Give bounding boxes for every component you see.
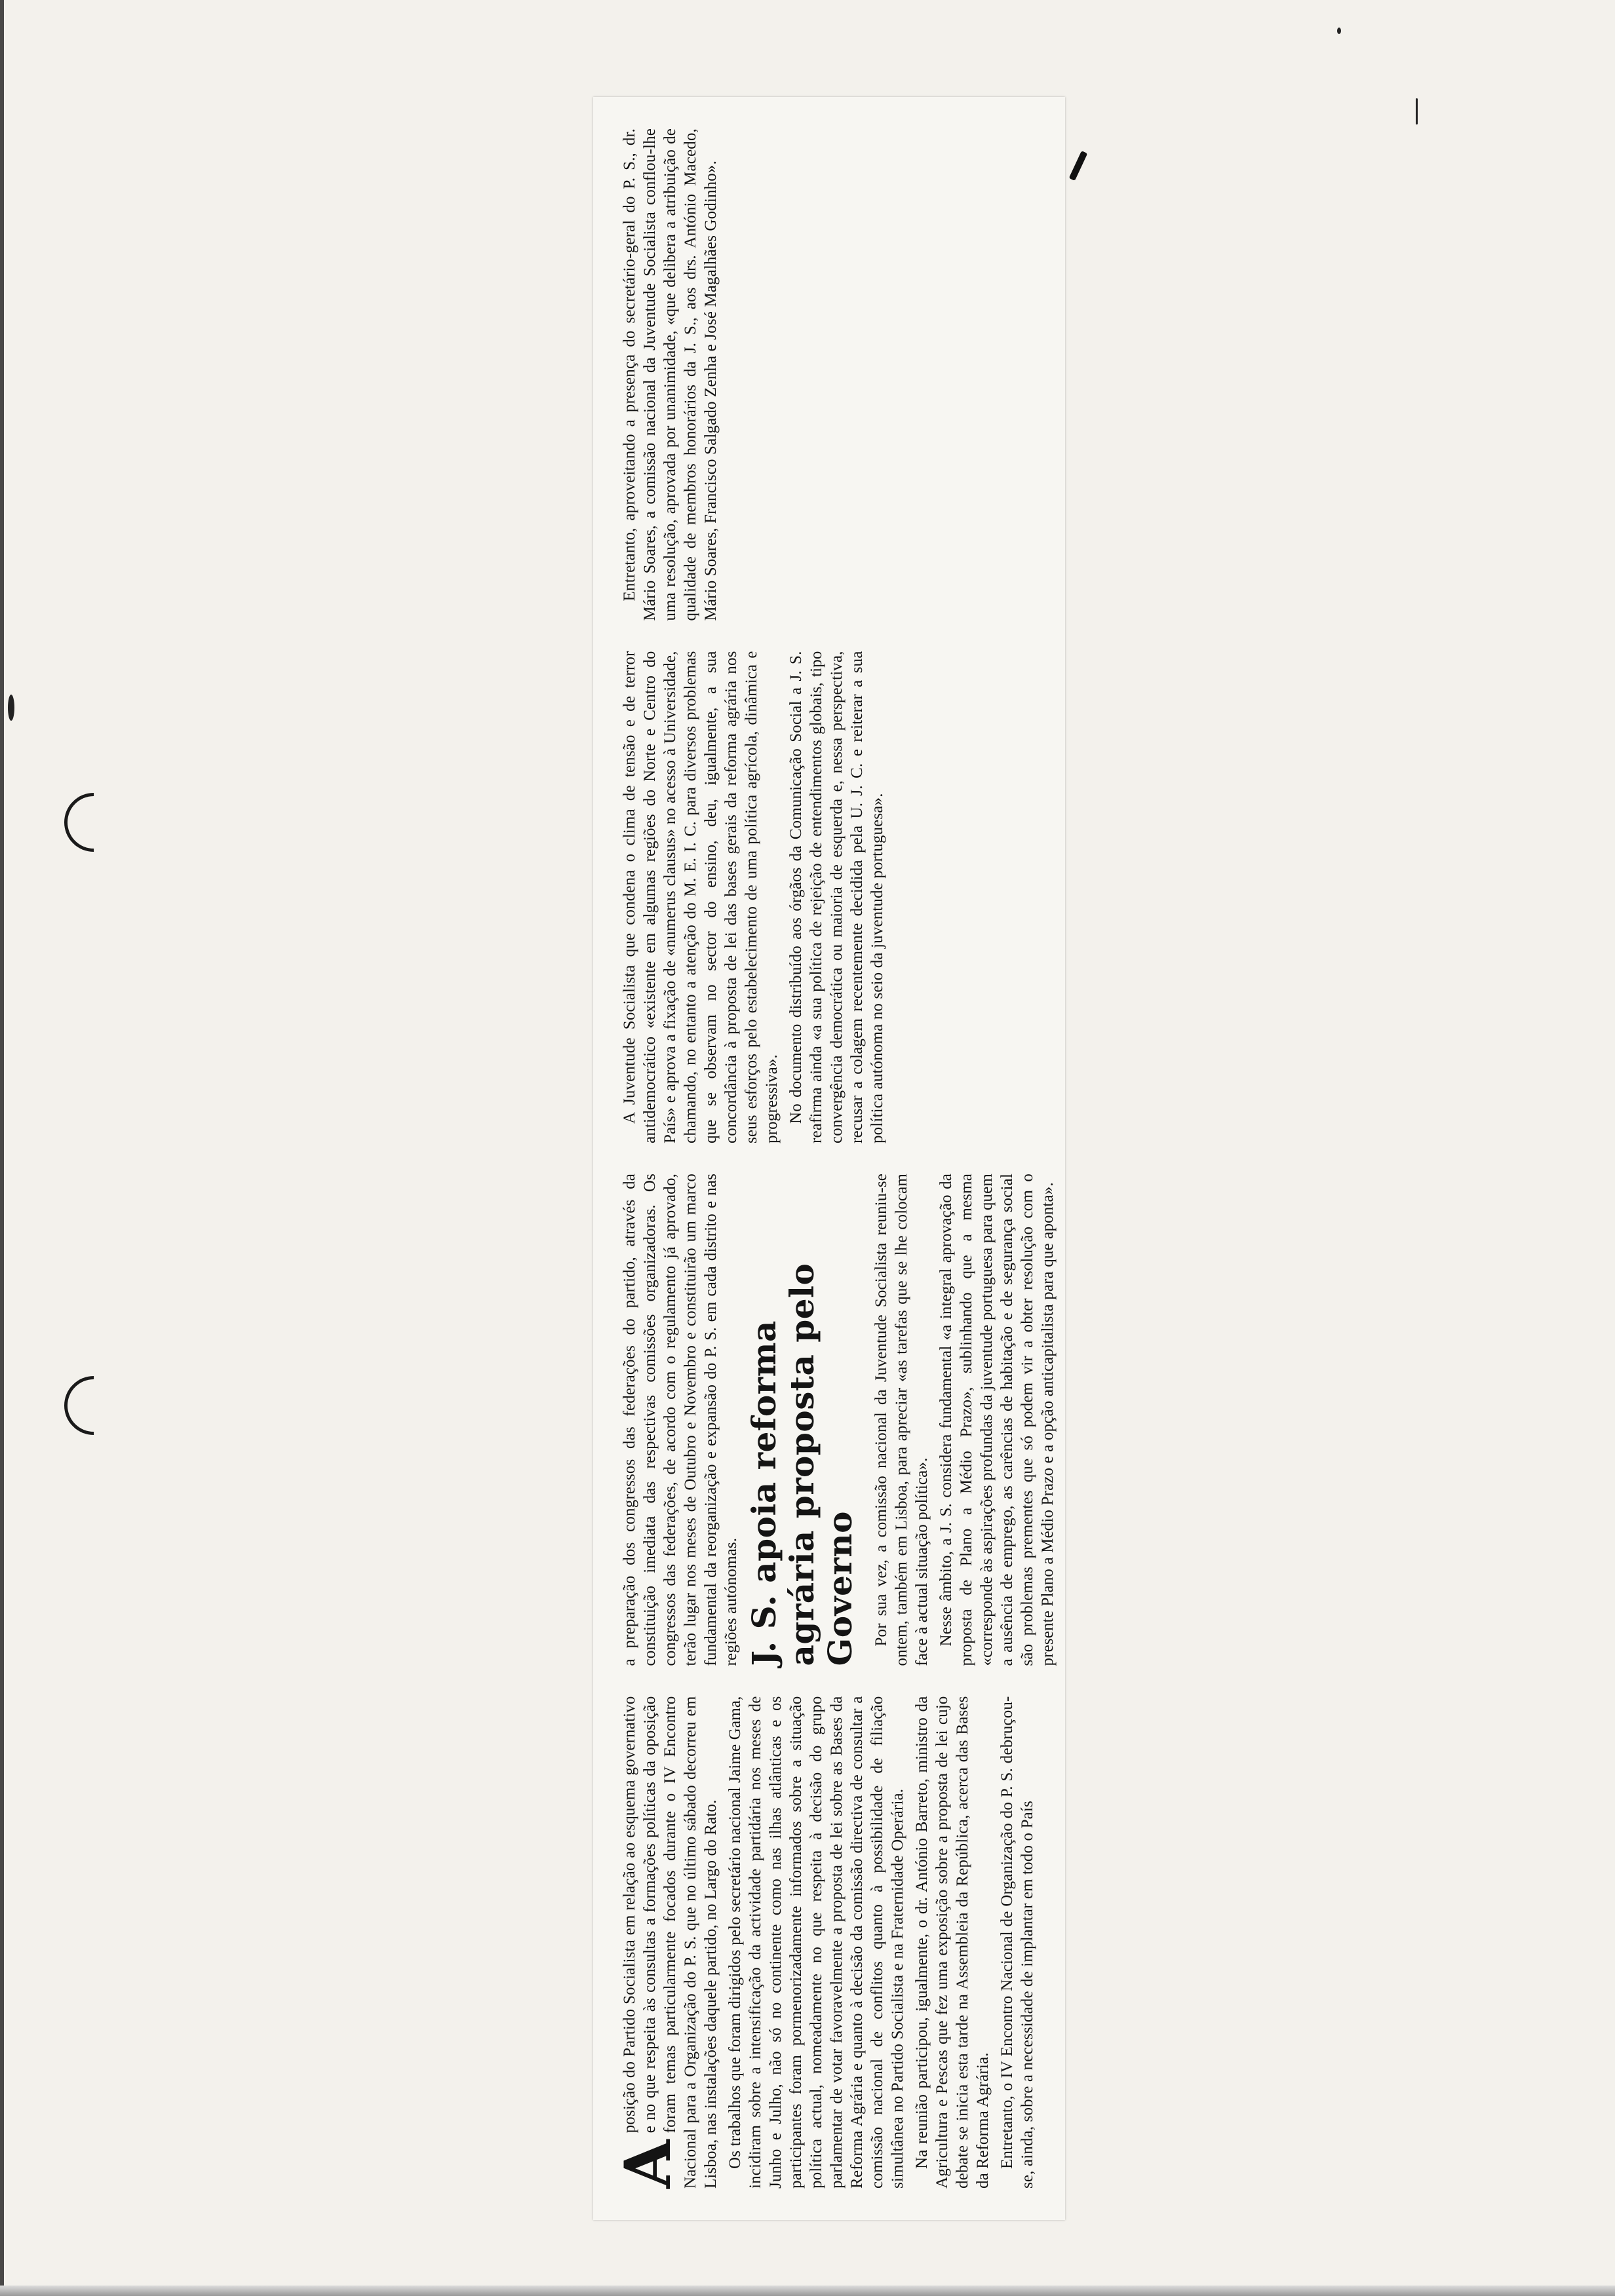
scan-bottom-edge <box>0 2286 1615 2296</box>
article-headline: J. S. apoia reforma agrária proposta pelo Governo <box>745 1263 859 1666</box>
newspaper-clipping <box>606 110 1057 2207</box>
scan-speck <box>8 695 14 721</box>
article-paragraph: Os trabalhos que foram dirigidos pelo secretário nacional Jaime Gama, incidiram sobre a intensificação da actividade partidária nos meses de Junho e Julho, não só no continente como nas ilhas atlânticas e os participantes foram pormenorizadamente informados sobre a situação política actual, nomeadamente no que respeita à decisão do grupo parlamentar de votar favoravelmente a proposta de lei sobre as Bases da Reforma Agrária e quanto à decisão da comissão directiva de consultar a comissão nacional de conflitos quanto à possibilidade de filiação simultânea no Partido Socialista e na Fraternidade Operária. <box>726 1696 906 2189</box>
article-column-1 <box>611 1696 1062 2189</box>
drop-cap: A <box>611 2139 685 2189</box>
article-paragraph: Entretanto, o IV Encontro Nacional de Organização do P. S. debruçou-se, ainda, sobre a necessidade de implantar em todo o País <box>998 1696 1036 2189</box>
punch-hole-lower <box>52 1364 135 1447</box>
article-paragraph: Na reunião participou, igualmente, o dr. António Barreto, ministro da Agricultura e Pescas que fez uma exposição sobre a proposta de lei cujo debate se inicia esta tarde na Assembleia da República, acerca das Bases da Reforma Agrária. <box>913 1696 992 2189</box>
article-column-3 <box>619 651 1062 1144</box>
article-text: posição do Partido Socialista em relação ao esquema governativo e no que respeita às consultas a formações políticas da oposição foram temas particularmente focados durante o IV Encontro Nacional para a Organização do P. S. que no último sábado decorreu em Lisboa, nas instalações daquele partido, no Largo do Rato. <box>621 1696 720 2189</box>
scan-left-edge <box>0 0 4 2296</box>
article-paragraph: a preparação dos congressos das federações do partido, através da constituição imediata das respectivas comissões organizadoras. Os congressos das federações, de acordo com o regulamento já aprovado, terão lugar nos meses de Outubro e Novembro e constituirão um marco fundamental da reorganização e expansão do P. S. em cada distrito e nas regiões autónomas. <box>621 1174 740 1666</box>
scan-speck <box>1416 98 1418 124</box>
article-column-2 <box>619 1174 1062 1666</box>
article-paragraph <box>611 1696 721 2189</box>
handwritten-mark <box>1069 151 1088 181</box>
article-column-4 <box>619 128 1062 621</box>
article-paragraph: A Juventude Socialista que condena o clima de tensão e de terror antidemocrático «existente em algumas regiões do Norte e Centro do País» e aprova a fixação de «numerus clausus» no acesso à Universidade, chamando, no entanto a atenção do M. E. I. C. para diversos problemas que se observam no sector do ensino, deu, igualmente, a sua concordância à proposta de lei das bases gerais da reforma agrária nos seus esforços pelo estabelecimento de uma política agrícola, dinâmica e progressiva». <box>621 651 781 1143</box>
article-paragraph: No documento distribuído aos órgãos da Comunicação Social a J. S. reafirma ainda «a sua política de rejeição de entendimentos globais, tipo convergência democrática ou maioria de esquerda e, nessa perspectiva, recusar a colagem recentemente decidida pela U. J. C. e reiterar a sua política autónoma no seio da juventude portuguesa». <box>787 651 886 1143</box>
article-paragraph: Entretanto, aproveitando a presença do secretário-geral do P. S., dr. Mário Soares, a comissão nacional da Juventude Socialista conflou-lhe uma resolução, aprovada por unanimidade, «que delibera a atribuição de qualidade de membros honorários da J. S., aos drs. António Macedo, Mário Soares, Francisco Salgado Zenha e José Magalhães Godinho». <box>621 128 720 621</box>
punch-hole-upper <box>52 780 135 864</box>
article-paragraph: Por sua vez, a comissão nacional da Juventude Socialista reuniu-se ontem, também em Lisboa, para apreciar «as tarefas que se lhe colocam face à actual situação política». <box>872 1174 931 1666</box>
article-paragraph: Nesse âmbito, a J. S. considera fundamental «a integral aprovação da proposta de Plano a Médio Prazo», sublinhando que a mesma «corresponde às aspirações profundas da juventude portuguesa para quem a ausência de emprego, as carências de habitação e de segurança social são problemas prementes que só podem vir a obter resolução com o presente Plano a Médio Prazo e a opção anticapitalista para que aponta». <box>937 1174 1057 1666</box>
scan-speck <box>1337 28 1341 34</box>
